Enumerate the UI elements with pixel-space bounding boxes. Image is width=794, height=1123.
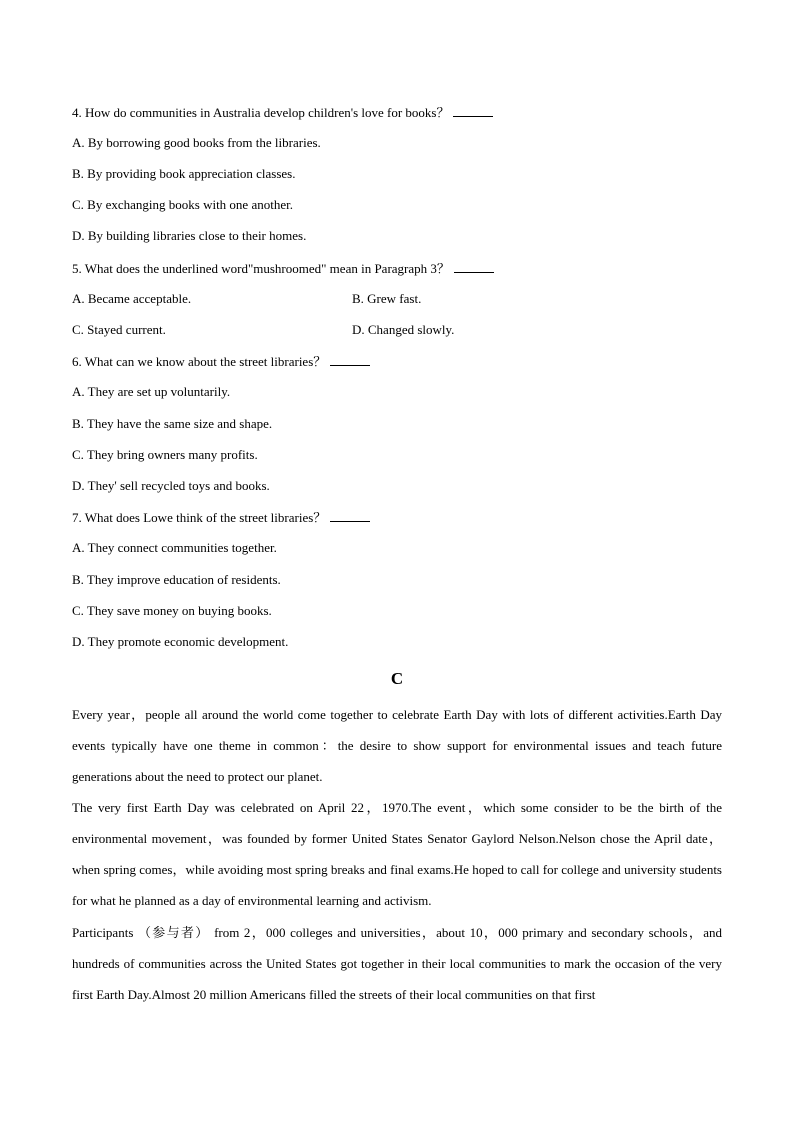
question-7-option-d: D. They promote economic development. bbox=[72, 634, 289, 649]
question-5-option-c: C. Stayed current. bbox=[72, 322, 166, 337]
section-title: C bbox=[390, 669, 404, 688]
passage-paragraph-1: Every year，people all around the world come together to celebrate Earth Day with lots of different activities.Earth Day events typically have one theme in common：the desire to show support for environmental issues and teach future generations about the need to protect our planet. bbox=[72, 707, 722, 784]
question-7-option-b: B. They improve education of residents. bbox=[72, 572, 281, 587]
answer-blank bbox=[330, 509, 370, 522]
question-7-text: 7. What does Lowe think of the street libraries？ bbox=[72, 510, 327, 525]
answer-blank bbox=[330, 353, 370, 366]
question-4-option-a: A. By borrowing good books from the libraries. bbox=[72, 135, 321, 150]
question-7-stem bbox=[72, 509, 370, 526]
answer-blank bbox=[453, 104, 493, 117]
question-7-option-a: A. They connect communities together. bbox=[72, 540, 277, 555]
question-6-option-a: A. They are set up voluntarily. bbox=[72, 384, 231, 399]
passage-paragraph-3: Participants （参与者） from 2，000 colleges and universities，about 10，000 primary and secondary schools，and hundreds of communities across the United States got together in their local communities to mark the occasion of the very first Earth Day.Almost 20 million Americans filled the streets of their local communities on that first bbox=[72, 925, 722, 1002]
question-6-text: 6. What can we know about the street libraries？ bbox=[72, 354, 327, 369]
question-4-stem bbox=[72, 104, 493, 121]
question-5-text: 5. What does the underlined word"mushroomed" mean in Paragraph 3？ bbox=[72, 261, 450, 276]
question-4-option-b: B. By providing book appreciation classes. bbox=[72, 166, 296, 181]
question-4-text: 4. How do communities in Australia develop children's love for books？ bbox=[72, 105, 450, 120]
answer-blank bbox=[454, 260, 494, 273]
question-4-option-d: D. By building libraries close to their homes. bbox=[72, 228, 307, 243]
passage-paragraph-2: The very first Earth Day was celebrated on April 22，1970.The event，which some consider to be the birth of the environmental movement，was founded by former United States Senator Gaylord Nelson.Nelson chose the April date，when spring comes，while avoiding most spring breaks and final exams.He hoped to call for college and university students for what he planned as a day of environmental learning and activism. bbox=[72, 800, 722, 908]
question-4-option-c: C. By exchanging books with one another. bbox=[72, 197, 293, 212]
question-7-option-c: C. They save money on buying books. bbox=[72, 603, 272, 618]
question-5-stem bbox=[72, 260, 494, 277]
question-5-option-a: A. Became acceptable. bbox=[72, 291, 192, 306]
question-6-option-c: C. They bring owners many profits. bbox=[72, 447, 258, 462]
question-6-option-d: D. They' sell recycled toys and books. bbox=[72, 478, 270, 493]
question-6-option-b: B. They have the same size and shape. bbox=[72, 416, 273, 431]
question-6-stem bbox=[72, 353, 370, 370]
question-5-option-b: B. Grew fast. bbox=[352, 291, 422, 306]
question-5-option-d: D. Changed slowly. bbox=[352, 322, 455, 337]
